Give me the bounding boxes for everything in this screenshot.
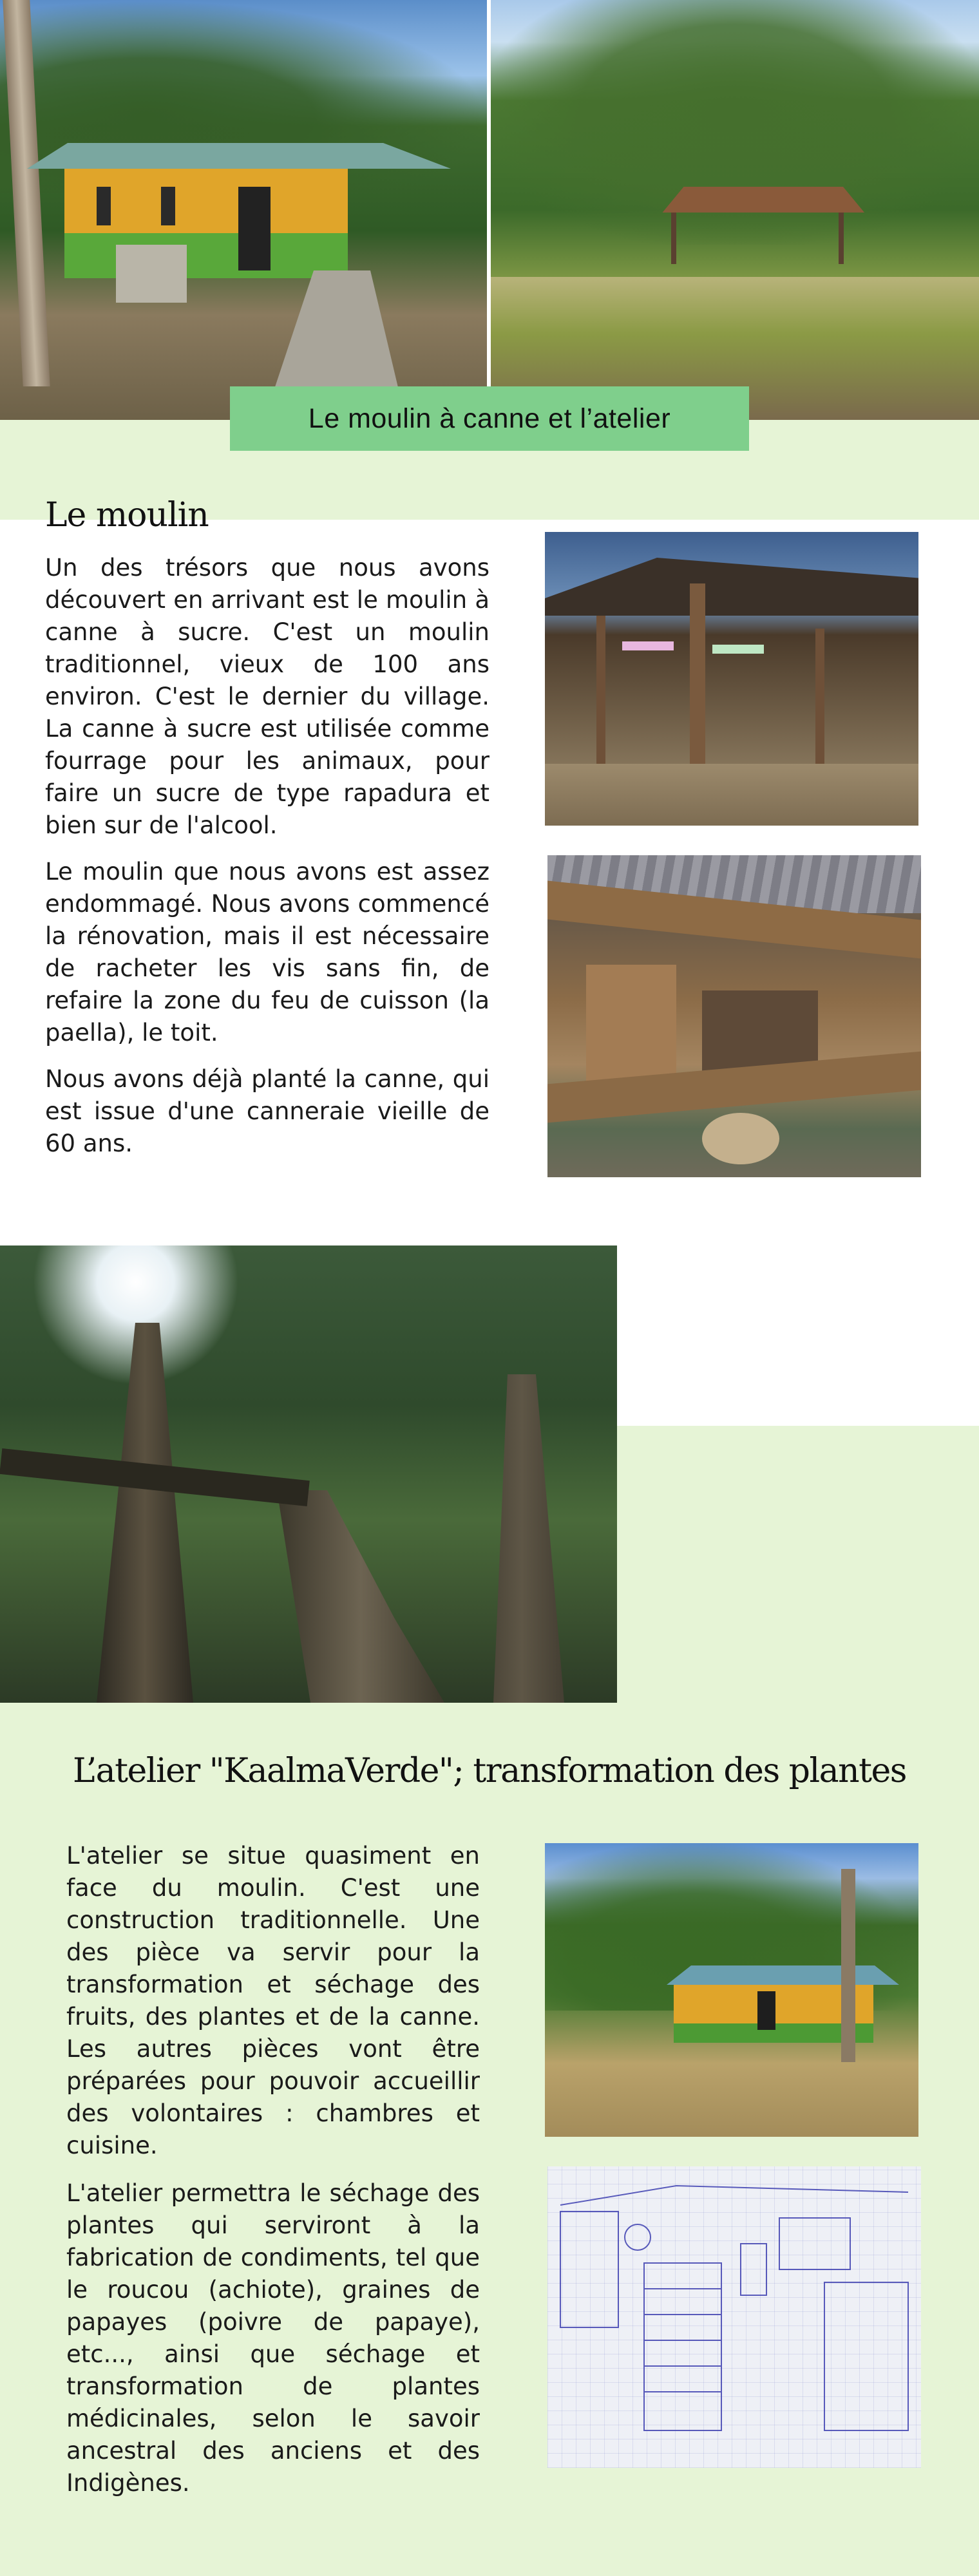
hero-photo-mill-shelter — [491, 0, 979, 420]
moulin-heading: Le moulin — [45, 496, 209, 535]
sketch-drawing — [547, 2166, 921, 2468]
photo-mill-shelter — [545, 532, 918, 826]
atelier-paragraph-1: L'atelier se situe quasiment en face du moulin. C'est une construction traditionnelle. Une des pièce va servir pour la transformation et séchage des fruits, des plantes et de la canne. Les autres pièces vont être préparées pour pouvoir accueillir des volontaires : chambres et cuisine. — [66, 1842, 480, 2159]
section-title-banner — [230, 386, 749, 451]
moulin-paragraph-2: Le moulin que nous avons est assez endommagé. Nous avons commencé la rénovation, mais il est nécessaire de racheter les vis sans fin, de refaire la zone du feu de cuisson (la paella), le toit. — [45, 858, 490, 1046]
photo-workshop-sketch — [547, 2166, 921, 2468]
photo-workshop-house — [545, 1843, 918, 2137]
atelier-text — [66, 1840, 480, 2515]
atelier-heading: L’atelier "KaalmaVerde"; transformation des plantes — [73, 1752, 906, 1790]
moulin-paragraph-1: Un des trésors que nous avons découvert en arrivant est le moulin à canne à sucre. C'est un moulin traditionnel, vieux de 100 ans environ. C'est le dernier du village. La canne à sucre est utilisée comme fourrage pour les animaux, pour faire un sucre de type rapadura et bien sur de l'alcool. — [45, 554, 490, 839]
section-title: Le moulin à canne et l’atelier — [308, 402, 671, 434]
moulin-paragraph-3: Nous avons déjà planté la canne, qui est issue d'une canneraie vieille de 60 ans. — [45, 1065, 490, 1157]
photo-large-tree — [0, 1245, 617, 1703]
atelier-paragraph-2: L'atelier permettra le séchage des plantes qui serviront à la fabrication de condiments, tel que le roucou (achiote), graines de papayes (poivre de papaye), etc..., ainsi que séchage et transformation de plantes médicinales, selon le savoir ancestral des anciens et des Indigènes. — [66, 2179, 480, 2497]
moulin-text — [45, 552, 490, 1174]
hero-photo-workshop-house — [0, 0, 487, 420]
photo-mill-mechanism — [547, 855, 921, 1177]
